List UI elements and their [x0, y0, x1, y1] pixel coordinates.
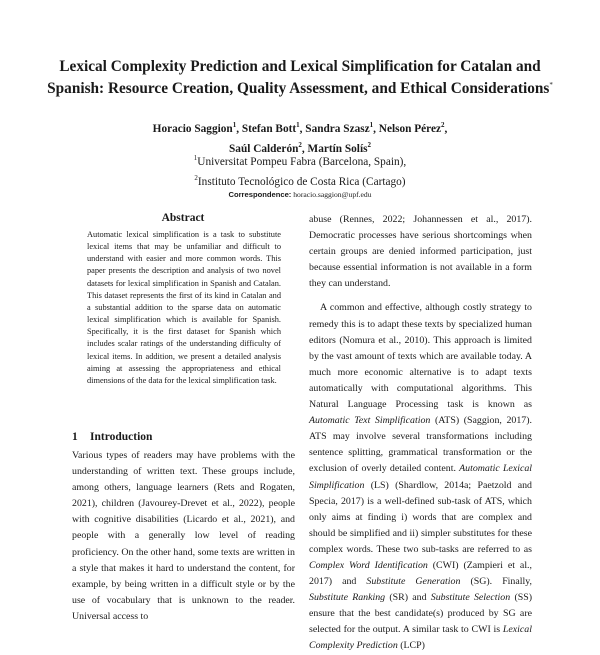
affiliation: $^1$Universitat Pompeu Fabra (Barcelona, Spain),: [193, 154, 407, 168]
intro-paragraph: Various types of readers may have problems with the understanding of written text. These groups include, among others, language learners (Rets and Rogaten, 2021), children (Javourey-Drevet et al., 2022), people with cognitive disabilities (Licardo et al., 2021), and people with a generally low level of reading proficiency. On the other hand, some texts are written in a style that makes it hard to understand the content, for example, by being written in a difficult style or by the use of vocabulary that is unknown to the reader. Universal access to: [72, 450, 295, 622]
correspondence-email[interactable]: horacio.saggion@upf.edu: [293, 190, 372, 199]
body-paragraph: A common and effective, although costly strategy to remedy this is to adapt these texts by specialized human editors (Nomura et al., 2010). This approach is limited by the vast amount of texts which are available today. A much more economic alternative is to adapt texts automatically with computational algorithms. This Natural Language Processing task is known as Automatic Text Simplification (ATS) (Saggion, 2017). ATS may involve several transformations including sentence splitting, grammatical transformation or the exclusion of overly detailed content. Automatic Lexical Simplification (LS) (Shardlow, 2014a; Paetzold and Specia, 2017) is a well-defined sub-task of ATS, which only aims at finding i) words that are complex and should be simplified and ii) simpler substitutes for these complex words. These two sub-tasks are referred to as Complex Word Identification (CWI) (Zampieri et al., 2017) and Substitute Generation (SG). Finally, Substitute Ranking (SR) and Substitute Selection (SS) ensure that the best candidate(s) produced by SG are selected for the output. A similar task to CWI is Lexical Complexity Prediction (LCP): [309, 302, 533, 652]
section-number: 1: [72, 431, 78, 443]
author: Stefan Bott$^1$: [241, 121, 300, 135]
paper-title: Lexical Complexity Prediction and Lexical Simplification for Catalan and Spanish: Resource Creation, Quality Assessment, and Ethical Considerations*: [47, 58, 553, 98]
author: Martín Solís$^2$: [307, 140, 371, 155]
section-title: Introduction: [90, 431, 153, 443]
abstract-heading: Abstract: [161, 212, 205, 224]
correspondence-label: Correspondence:: [228, 190, 292, 199]
author: Sandra Szasz$^1$: [305, 121, 374, 135]
right-column: [309, 212, 532, 655]
author: Saúl Calderón$^2$: [229, 140, 302, 155]
author: Horacio Saggion$^1$: [152, 121, 237, 135]
body-paragraph: abuse (Rennes, 2022; Johannessen et al., 2017). Democratic processes have serious shortcomings when certain groups are denied informed participation, just because essential information is not available in a form they can understand.: [309, 214, 532, 290]
author-list: Horacio Saggion$^1$, Stefan Bott$^1$, Sandra Szasz$^1$, Nelson Pérez$^2$, Saúl Calderón$^2$, Martín Solís$^2$: [152, 121, 448, 155]
affiliations: [40, 150, 560, 190]
correspondence: [40, 190, 560, 199]
title-footnote-mark: *: [549, 81, 553, 89]
abstract-body: Automatic lexical simplification is a task to substitute lexical items that may be unfamiliar and difficult to understand with easier and more common words. This paper presents the description and analysis of two novel datasets for lexical simplification in Spanish and Catalan. This dataset represents the first of its kind in Catalan and a substantial addition to the sparse data on automatic lexical simplification which is available for Spanish. Specifically, it is the first dataset for Spanish which includes scalar ratings of the understanding difficulty of lexical items. In addition, we present a detailed analysis aiming at assessing the appropriateness and ethical dimensions of the data for the lexical simplification task.: [87, 230, 281, 385]
author: Nelson Pérez$^2$: [378, 121, 445, 135]
section-heading: [72, 431, 152, 443]
affiliation: $^2$Instituto Tecnológico de Costa Rica (Cartago): [194, 173, 406, 188]
